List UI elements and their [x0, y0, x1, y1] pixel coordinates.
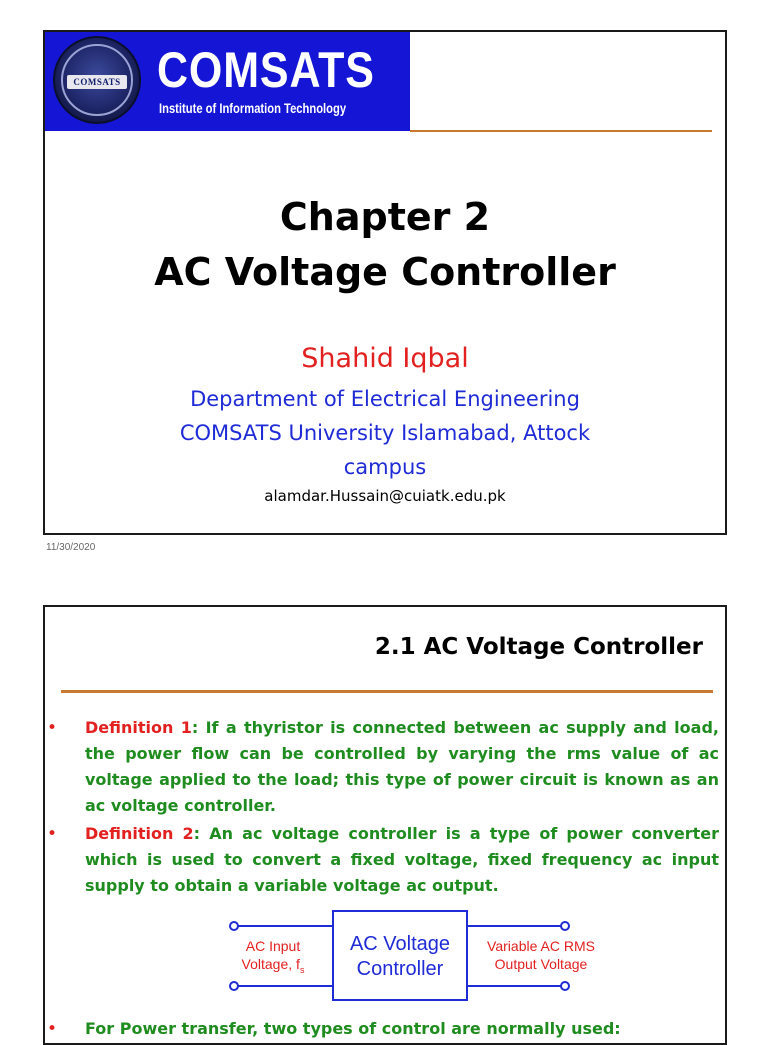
input-label: [223, 937, 323, 979]
chapter-heading: Chapter 2: [279, 195, 491, 239]
department: Department of Electrical Engineering: [190, 387, 580, 411]
content-slide: [43, 605, 727, 1045]
campus: campus: [343, 455, 427, 479]
input-terminal-icon: [230, 982, 238, 990]
output-terminal-icon: [561, 922, 569, 930]
comsats-emblem-logo: [53, 36, 141, 124]
label-colon: :: [193, 824, 201, 843]
label-colon: :: [191, 718, 199, 737]
emblem-text: COMSATS: [67, 75, 127, 89]
output-terminal-icon: [561, 982, 569, 990]
header-divider: [410, 130, 712, 132]
definition-text: [85, 821, 719, 899]
slide-date: 11/30/2020: [46, 542, 96, 553]
controller-box: [332, 910, 468, 1001]
section-title: 2.1 AC Voltage Controller: [374, 634, 703, 660]
input-label-text: Voltage, f: [241, 956, 300, 972]
brand-subtitle: Institute of Information Technology: [159, 100, 347, 116]
output-label-line2: Output Voltage: [494, 956, 588, 972]
university: COMSATS University Islamabad, Attock: [179, 421, 591, 445]
output-label: [476, 937, 606, 973]
author-email: alamdar.Hussain@cuiatk.edu.pk: [264, 487, 506, 505]
output-label-line1: Variable AC RMS: [487, 938, 595, 954]
input-terminal-icon: [230, 922, 238, 930]
block-diagram: [225, 907, 615, 1007]
title-divider: [61, 690, 713, 693]
bullet-text: For Power transfer, two types of control are normally used:: [85, 1019, 621, 1038]
definition-text: [85, 715, 719, 819]
bullet-icon: •: [47, 1019, 58, 1039]
bullet-icon: •: [47, 824, 58, 844]
comsats-banner: [45, 32, 410, 131]
title-slide: [43, 30, 727, 535]
input-label-line2: [223, 955, 323, 979]
definition-body: If a thyristor is connected between ac supply and load, the power flow can be controlled by varying the rms value of ac voltage applied to the load; this type of power circuit is known as an ac voltage controller.: [85, 718, 719, 815]
bullet-icon: •: [47, 718, 58, 738]
slide-title: AC Voltage Controller: [154, 250, 616, 294]
definition-label: Definition 1: [85, 718, 192, 737]
box-line1: AC Voltage: [349, 933, 451, 955]
brand-title: COMSATS: [157, 42, 375, 98]
input-label-subscript: s: [299, 964, 305, 975]
author-name: Shahid Iqbal: [301, 343, 469, 374]
input-label-line1: AC Input: [245, 938, 301, 954]
definition-label: Definition 2: [85, 824, 194, 843]
box-line2: Controller: [356, 958, 444, 980]
definition-body: An ac voltage controller is a type of power converter which is used to convert a fixed voltage, fixed frequency ac input supply to obtain a variable voltage ac output.: [85, 824, 719, 895]
